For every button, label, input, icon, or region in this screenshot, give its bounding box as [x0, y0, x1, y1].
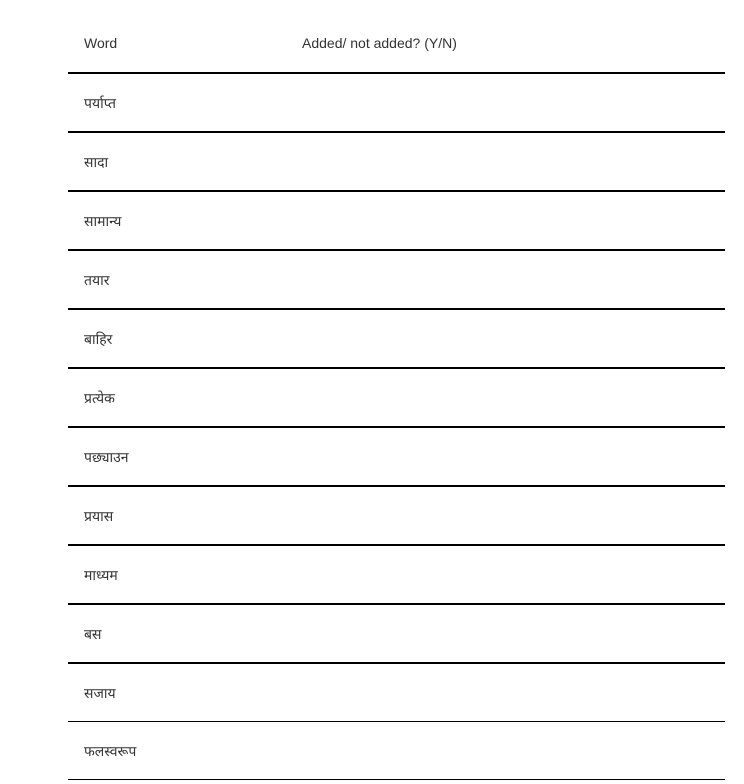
added-cell [286, 427, 725, 486]
column-header-added: Added/ not added? (Y/N) [286, 13, 725, 73]
table-row [68, 309, 725, 368]
table-row [68, 545, 725, 604]
word-cell: सामान्य [68, 191, 286, 250]
added-cell [286, 309, 725, 368]
header-row [68, 13, 725, 73]
word-cell: सजाय [68, 663, 286, 722]
word-cell: प्रयास [68, 486, 286, 545]
word-cell: फलस्वरूप [68, 722, 286, 780]
table-row [68, 604, 725, 663]
word-cell: सादा [68, 132, 286, 191]
table-row [68, 73, 725, 132]
word-cell: पर्याप्त [68, 73, 286, 132]
added-cell [286, 604, 725, 663]
table-row [68, 191, 725, 250]
word-cell: प्रत्येक [68, 368, 286, 427]
added-cell [286, 73, 725, 132]
added-cell [286, 191, 725, 250]
table-row [68, 722, 725, 780]
word-cell: बस [68, 604, 286, 663]
table-row [68, 368, 725, 427]
word-table [68, 13, 725, 780]
added-cell [286, 132, 725, 191]
word-cell: पछ्याउन [68, 427, 286, 486]
word-table-container [68, 13, 725, 780]
added-cell [286, 368, 725, 427]
column-header-word: Word [68, 13, 286, 73]
added-cell [286, 663, 725, 722]
table-row [68, 250, 725, 309]
added-cell [286, 486, 725, 545]
table-row [68, 663, 725, 722]
table-row [68, 427, 725, 486]
word-cell: तयार [68, 250, 286, 309]
added-cell [286, 545, 725, 604]
word-cell: बाहिर [68, 309, 286, 368]
table-row [68, 486, 725, 545]
table-row [68, 132, 725, 191]
table-header [68, 13, 725, 73]
table-body [68, 73, 725, 780]
word-cell: माध्यम [68, 545, 286, 604]
added-cell [286, 250, 725, 309]
added-cell [286, 722, 725, 780]
